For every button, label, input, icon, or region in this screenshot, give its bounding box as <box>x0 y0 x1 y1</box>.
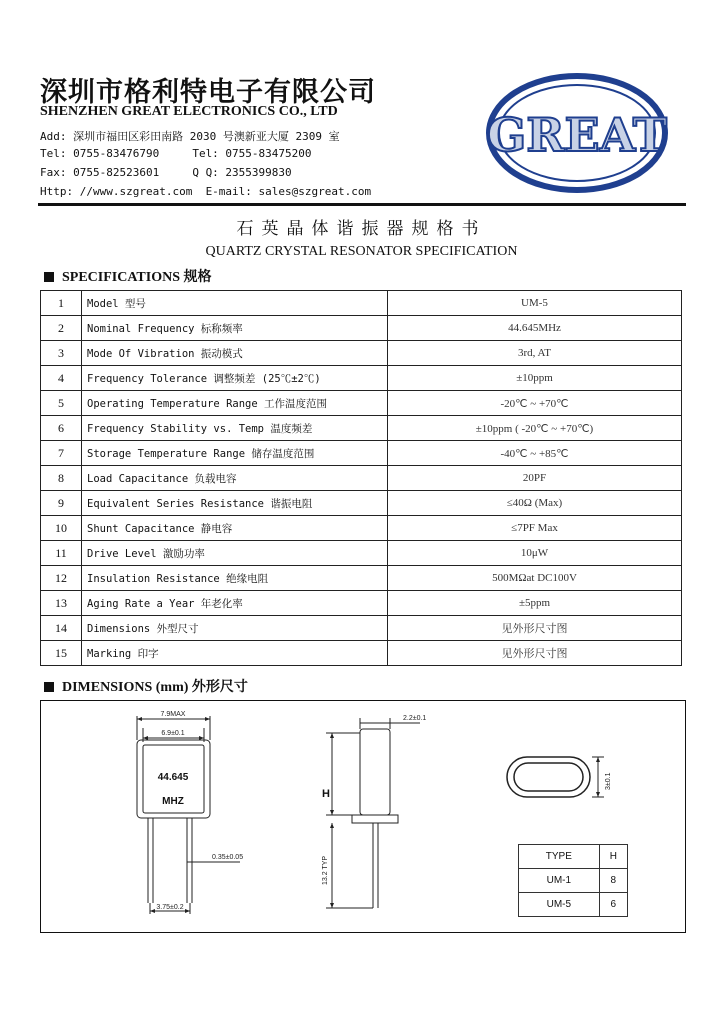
company-tel: Tel: 0755-83476790 Tel: 0755-83475200 <box>40 147 312 160</box>
spec-item: Load Capacitance 负载电容 <box>82 466 388 491</box>
spec-value: 见外形尺寸图 <box>388 641 682 666</box>
spec-item: Frequency Stability vs. Temp 温度频差 <box>82 416 388 441</box>
dim-lead-length: 13.2 TYP <box>322 855 329 885</box>
spec-item: Mode Of Vibration 振动模式 <box>82 341 388 366</box>
type-table-cell: 6 <box>599 893 627 917</box>
spec-item: Operating Temperature Range 工作温度范围 <box>82 391 388 416</box>
dim-inner-width: 6.9±0.1 <box>161 730 185 737</box>
spec-value: 3rd, AT <box>388 341 682 366</box>
spec-item: Model 型号 <box>82 291 388 316</box>
spec-no: 10 <box>41 516 82 541</box>
spec-value: 20PF <box>388 466 682 491</box>
spec-no: 8 <box>41 466 82 491</box>
spec-value: ±5ppm <box>388 591 682 616</box>
type-table-cell: UM-1 <box>519 869 600 893</box>
spec-no: 5 <box>41 391 82 416</box>
section-dimensions-label: DIMENSIONS (mm) 外形尺寸 <box>62 680 248 695</box>
spec-value: ±10ppm <box>388 366 682 391</box>
type-table-header-cell: TYPE <box>519 845 600 869</box>
spec-no: 11 <box>41 541 82 566</box>
type-table-cell: UM-5 <box>519 893 600 917</box>
dim-end-height: 3±0.1 <box>605 772 612 790</box>
spec-no: 7 <box>41 441 82 466</box>
spec-item: Aging Rate a Year 年老化率 <box>82 591 388 616</box>
dim-lead-pitch: 3.75±0.2 <box>156 904 184 911</box>
spec-item: Storage Temperature Range 储存温度范围 <box>82 441 388 466</box>
spec-no: 1 <box>41 291 82 316</box>
spec-value: -40℃ ~ +85℃ <box>388 441 682 466</box>
spec-value: 44.645MHz <box>388 316 682 341</box>
type-table-header-cell: H <box>599 845 627 869</box>
dim-height-label: H <box>322 788 330 800</box>
spec-value: -20℃ ~ +70℃ <box>388 391 682 416</box>
spec-item: Dimensions 外型尺寸 <box>82 616 388 641</box>
spec-item: Shunt Capacitance 静电容 <box>82 516 388 541</box>
doc-title-cn: 石英晶体谐振器规格书 <box>236 219 487 239</box>
spec-value: 500MΩat DC100V <box>388 566 682 591</box>
spec-value: ≤40Ω (Max) <box>388 491 682 516</box>
type-table-row <box>519 869 628 893</box>
spec-value: 见外形尺寸图 <box>388 616 682 641</box>
type-table-row <box>519 893 628 917</box>
logo-text: GREAT <box>487 108 667 162</box>
type-table <box>518 844 628 917</box>
spec-item: Equivalent Series Resistance 谐振电阻 <box>82 491 388 516</box>
spec-item: Frequency Tolerance 调整频差 (25℃±2℃) <box>82 366 388 391</box>
spec-no: 13 <box>41 591 82 616</box>
marking-frequency: 44.645 <box>157 772 189 783</box>
spec-item: Drive Level 激励功率 <box>82 541 388 566</box>
spec-no: 4 <box>41 366 82 391</box>
type-table-header <box>519 845 628 869</box>
marking-unit: MHZ <box>162 796 184 807</box>
dim-thickness: 2.2±0.1 <box>403 715 427 722</box>
spec-no: 9 <box>41 491 82 516</box>
spec-item: Nominal Frequency 标称频率 <box>82 316 388 341</box>
spec-value: ≤7PF Max <box>388 516 682 541</box>
company-web: Http: //www.szgreat.com E-mail: sales@szgreat.com <box>40 185 372 198</box>
company-fax: Fax: 0755-82523601 Q Q: 2355399830 <box>40 166 292 179</box>
spec-value: 10μW <box>388 541 682 566</box>
section-specifications-label: SPECIFICATIONS 规格 <box>62 270 212 285</box>
spec-value: ±10ppm ( -20℃ ~ +70℃) <box>388 416 682 441</box>
spec-no: 6 <box>41 416 82 441</box>
spec-no: 3 <box>41 341 82 366</box>
spec-no: 12 <box>41 566 82 591</box>
dim-lead-dia: 0.35±0.05 <box>212 854 244 861</box>
company-name-cn: 深圳市格利特电子有限公司 <box>40 77 376 108</box>
spec-no: 15 <box>41 641 82 666</box>
company-address: Add: 深圳市福田区彩田南路 2030 号澳新亚大厦 2309 室 <box>40 130 340 143</box>
spec-item: Insulation Resistance 绝缘电阻 <box>82 566 388 591</box>
spec-no: 2 <box>41 316 82 341</box>
spec-no: 14 <box>41 616 82 641</box>
spec-value: UM-5 <box>388 291 682 316</box>
doc-title-en: QUARTZ CRYSTAL RESONATOR SPECIFICATION <box>205 244 518 259</box>
company-name-en: SHENZHEN GREAT ELECTRONICS CO., LTD <box>40 104 338 119</box>
type-table-cell: 8 <box>599 869 627 893</box>
dim-width-max: 7.9MAX <box>160 711 186 718</box>
spec-item: Marking 印字 <box>82 641 388 666</box>
